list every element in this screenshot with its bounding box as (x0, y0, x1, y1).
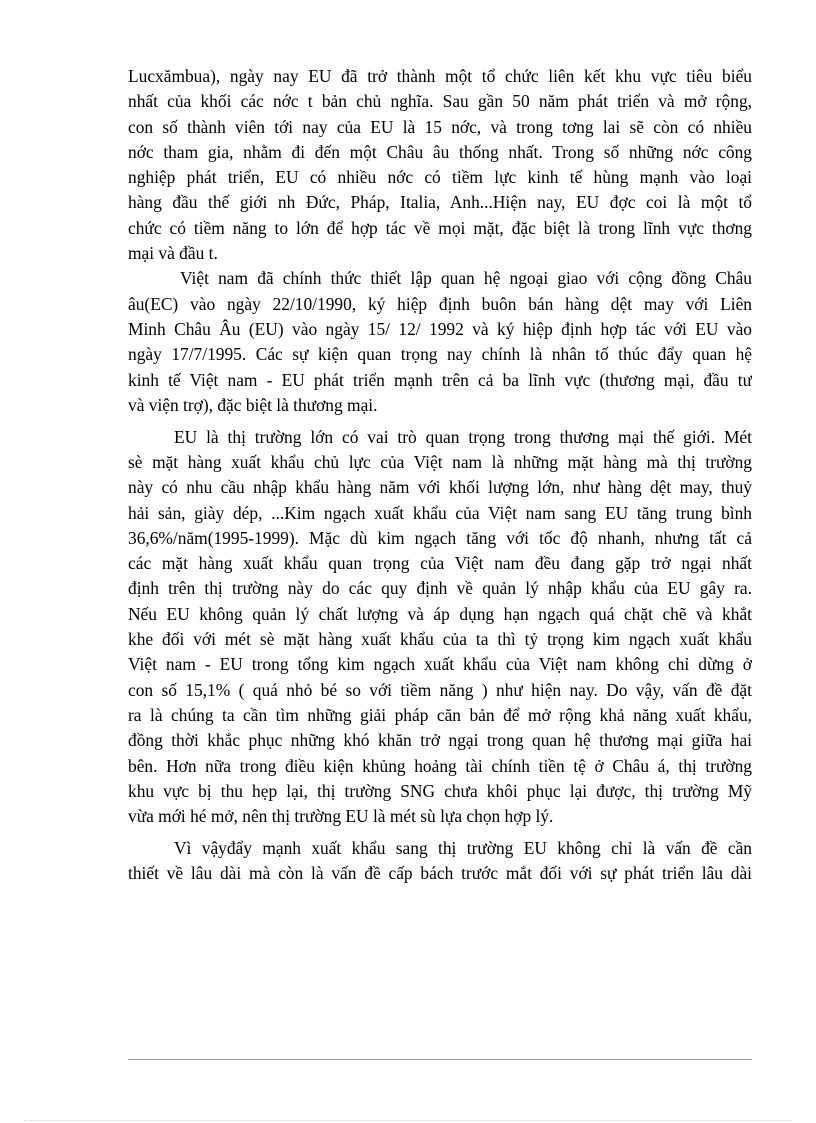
text-line: mại và đầu t. (128, 243, 218, 264)
text-line: kinh tế Việt nam - EU phát triển mạnh trên cả ba lĩnh vực (thương mại, đầu tư (128, 369, 752, 390)
text-line: ra là chúng ta cần tìm những giải pháp căn bản để mở rộng khả năng xuất khẩu, (128, 704, 752, 725)
text-line: khe đối với mét sè mặt hàng xuất khẩu của ta thì tỷ trọng kim ngạch xuất khẩu (128, 629, 752, 650)
text-line: 36,6%/năm(1995-1999). Mặc dù kim ngạch tăng với tốc độ nhanh, nhưng tất cả (128, 527, 752, 548)
text-line: sè mặt hàng xuất khẩu chủ lực của Việt nam là những mặt hàng mà thị trường (128, 451, 752, 472)
text-line: ngày 17/7/1995. Các sự kiện quan trọng nay chính là nhân tố thúc đẩy quan hệ (128, 344, 752, 365)
text-line: Việt nam đã chính thức thiết lập quan hệ ngoại giao với cộng đồng Châu (180, 268, 752, 289)
text-line: hải sản, giày dép, ...Kim ngạch xuất khẩu của Việt nam sang EU tăng trung bình (128, 502, 752, 523)
text-line: định trên thị trường này do các quy định về quản lý nhập khẩu của EU gây ra. (128, 578, 752, 599)
text-line: vừa mới hé mở, nên thị trường EU là mét sù lựa chọn hợp lý. (128, 806, 554, 827)
body-text (128, 64, 752, 887)
text-line: này có nhu cầu nhập khẩu hàng năm với khối lượng lớn, như hàng dệt may, thuỷ (128, 477, 752, 498)
text-line: Nếu EU không quản lý chất lượng và áp dụng hạn ngạch quá chặt chẽ và khắt (128, 603, 752, 624)
text-line: và viện trợ), đặc biệt là thương mại. (128, 394, 378, 415)
text-line: thiết về lâu dài mà còn là vấn đề cấp bách trước mắt đối với sự phát triển lâu dài (128, 863, 752, 884)
text-line: âu(EC) vào ngày 22/10/1990, ký hiệp định buôn bán hàng dệt may với Liên (128, 293, 752, 314)
text-line: Lucxămbua), ngày nay EU đã trở thành một tổ chức liên kết khu vực tiêu biểu (128, 66, 752, 86)
text-line: hàng đầu thế giới nh Đức, Pháp, Italia, Anh...Hiện nay, EU đợc coi là một tổ (128, 192, 752, 213)
text-line: con số thành viên tới nay của EU là 15 nớc, và trong tơng lai sẽ còn có nhiều (128, 116, 752, 137)
footer-divider (128, 1059, 752, 1060)
text-line: chức có tiềm năng to lớn để hợp tác về mọi mặt, đặc biệt là trong lĩnh vực thơng (128, 217, 752, 238)
text-line: Việt nam - EU trong tổng kim ngạch xuất khẩu của Việt nam không chỉ dừng ở (128, 654, 752, 675)
text-line: Vì vậyđẩy mạnh xuất khẩu sang thị trường EU không chỉ là vấn đề cần (174, 837, 752, 858)
text-line: nớc tham gia, nhằm đi đến một Châu âu thống nhất. Trong số những nớc công (128, 141, 752, 162)
text-line: khu vực bị thu hẹp lại, thị trường SNG chưa khôi phục lại được, thị trường Mỹ (128, 780, 752, 801)
page-bottom-border (24, 1120, 792, 1121)
text-line: các mặt hàng xuất khẩu quan trọng của Việt nam đều đang gặp trở ngại nhất (128, 553, 752, 574)
text-line: đồng thời khắc phục những khó khăn trở ngại trong quan hệ thương mại giữa hai (128, 730, 752, 751)
text-line: nghiệp phát triển, EU có nhiều nớc có tiềm lực kinh tế hùng mạnh vào loại (128, 167, 752, 188)
text-line: bên. Hơn nữa trong điều kiện khủng hoảng tài chính tiền tệ ở Châu á, thị trường (128, 755, 752, 776)
text-line: EU là thị trường lớn có vai trò quan trọng trong thương mại thế giới. Mét (174, 426, 752, 447)
text-line: nhất của khối các nớc t bản chủ nghĩa. Sau gần 50 năm phát triển và mở rộng, (128, 91, 752, 112)
text-line: con số 15,1% ( quá nhỏ bé so với tiềm năng ) như hiện nay. Do vậy, vấn đề đặt (128, 679, 752, 700)
text-line: Minh Châu Âu (EU) vào ngày 15/ 12/ 1992 và ký hiệp định hợp tác với EU vào (128, 318, 752, 339)
